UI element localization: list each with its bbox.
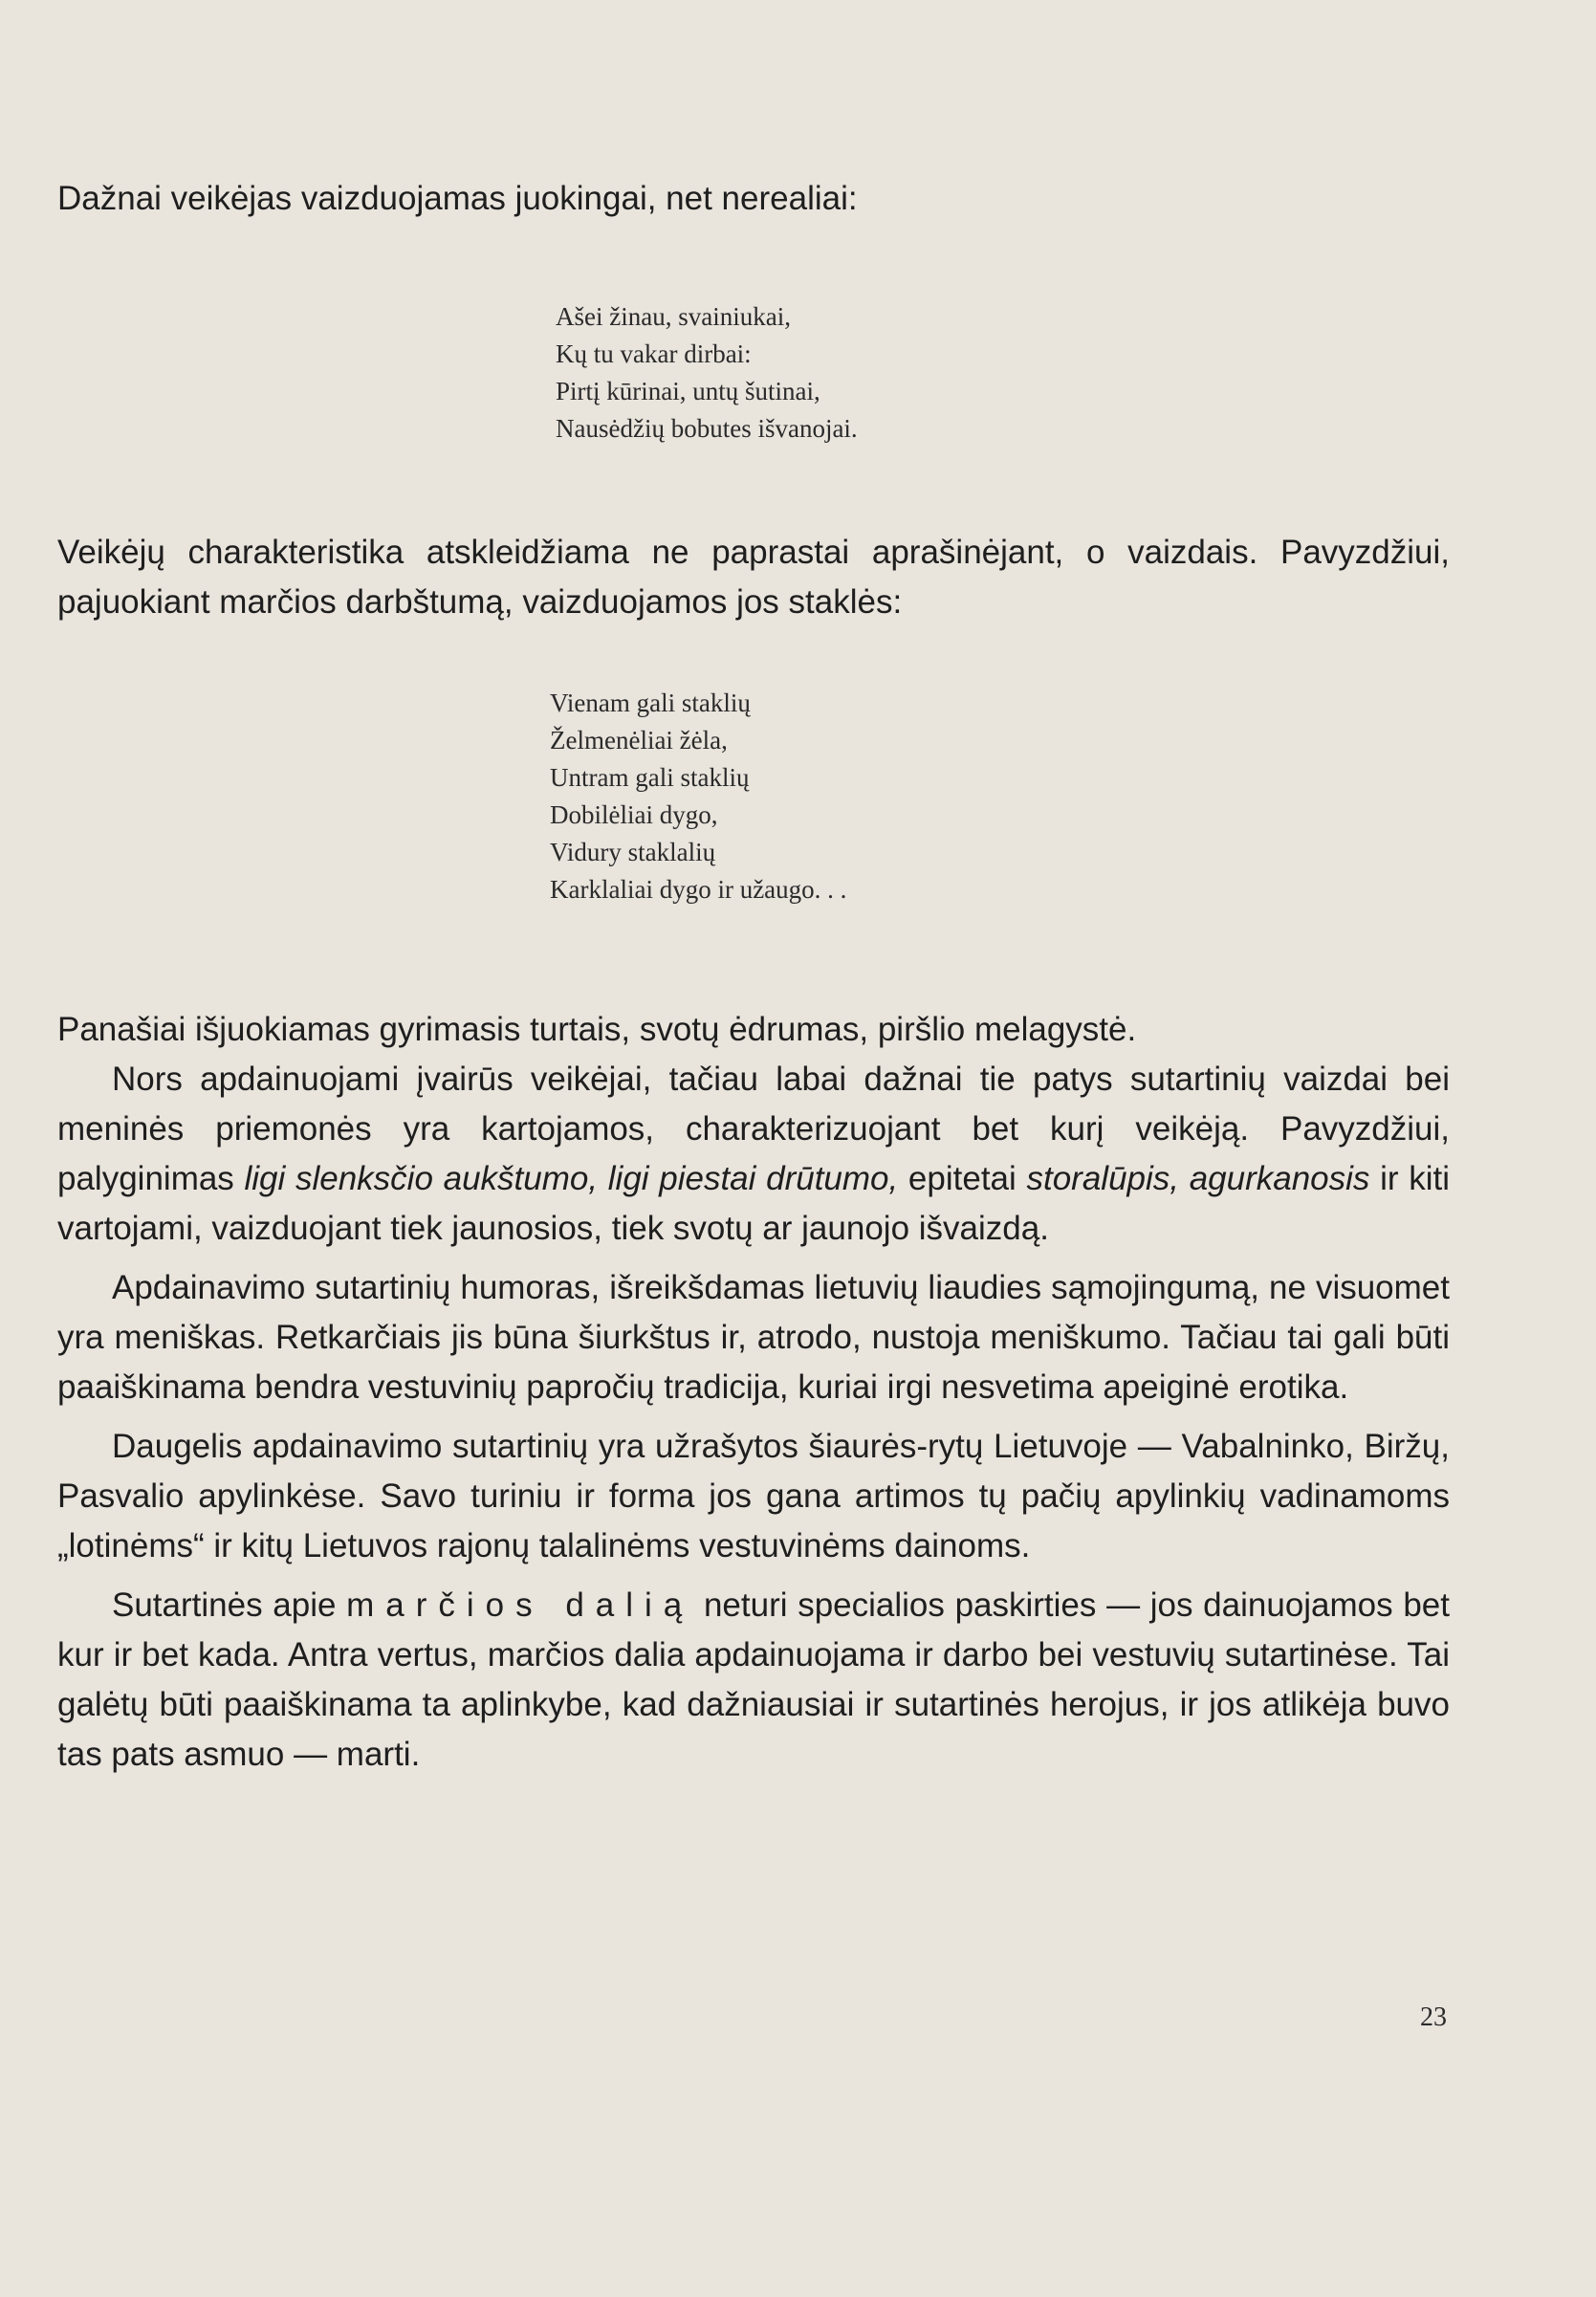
verse-1 bbox=[556, 298, 858, 448]
verse-line: Kų tu vakar dirbai: bbox=[556, 339, 752, 368]
verse-line: Untram gali staklių bbox=[550, 763, 750, 792]
verse-2 bbox=[550, 685, 846, 908]
verse-line: Dobilėliai dygo, bbox=[550, 800, 718, 829]
page-number: 23 bbox=[1420, 2002, 1447, 2032]
intro-line: Dažnai veikėjas vaizduojamas juokingai, net nerealiai: bbox=[57, 180, 858, 217]
paragraph-6: Daugelis apdainavimo sutartinių yra užrašytos šiaurės-rytų Lietuvoje — Vabalninko, Biržų, Pasvalio apylinkėse. Savo turiniu ir forma jos gana artimos tų pačių apylinkių vadinamoms „lotinėms“ ir kitų Lietuvos rajonų talalinėms vestuvinėms dainoms. bbox=[57, 1428, 1450, 1564]
verse-line: Pirtį kūrinai, untų šutinai, bbox=[556, 377, 820, 405]
body-text bbox=[57, 1005, 1450, 1780]
spaced-emphasis: marčios dalią bbox=[346, 1586, 694, 1624]
intro-paragraph bbox=[57, 174, 1450, 224]
paragraph-7: Sutartinės apie marčios dalią neturi specialios paskirties — jos dainuojamos bet kur ir bet kada. Antra vertus, marčios dalia apdainuojama ir darbo bei vestuvių sutartinėse. Tai galėtų būti paaiškinama ta aplinkybe, kad dažniausiai ir sutartinės herojus, ir jos atlikėja buvo tas pats asmuo — marti. bbox=[57, 1586, 1450, 1773]
verse-line: Vienam gali staklių bbox=[550, 689, 751, 717]
paragraph-2 bbox=[57, 528, 1450, 627]
verse-line: Karklaliai dygo ir užaugo. . . bbox=[550, 875, 847, 904]
verse-line: Ašei žinau, svainiukai, bbox=[556, 302, 791, 331]
paragraph-3: Panašiai išjuokiamas gyrimasis turtais, svotų ėdrumas, piršlio melagystė. bbox=[57, 1011, 1137, 1048]
italic-epithets: storalūpis, agurkanosis bbox=[1026, 1160, 1370, 1197]
verse-line: Vidury staklalių bbox=[550, 838, 716, 866]
verse-line: Nausėdžių bobutes išvanojai. bbox=[556, 414, 858, 443]
paragraph-text: Veikėjų charakteristika atskleidžiama ne paprastai aprašinėjant, o vaizdais. Pavyzdžiui, pajuokiant marčios darbštumą, vaizduojamos jos staklės: bbox=[57, 534, 1450, 621]
paragraph-5: Apdainavimo sutartinių humoras, išreikšdamas lietuvių liaudies sąmojingumą, ne visuomet yra meniškas. Retkarčiais jis būna šiurkštus ir, atrodo, nustoja meniškumo. Tačiau tai gali būti paaiškinama bendra vestuvinių papročių tradicija, kuriai irgi nesvetima apeiginė erotika. bbox=[57, 1269, 1450, 1406]
paragraph-4: Nors apdainuojami įvairūs veikėjai, tačiau labai dažnai tie patys sutartinių vaizdai bei meninės priemonės yra kartojamos, charakterizuojant bet kurį veikėją. Pavyzdžiui, palyginimas ligi slenksčio aukštumo, ligi piestai drūtumo, epitetai storalūpis, agurkanosis ir kiti vartojami, vaizduojant tiek jaunosios, tiek svotų ar jaunojo išvaizdą. bbox=[57, 1061, 1451, 1247]
italic-comparison: ligi slenksčio aukštumo, ligi piestai drūtumo, bbox=[244, 1160, 899, 1197]
verse-line: Želmenėliai žėla, bbox=[550, 726, 728, 755]
